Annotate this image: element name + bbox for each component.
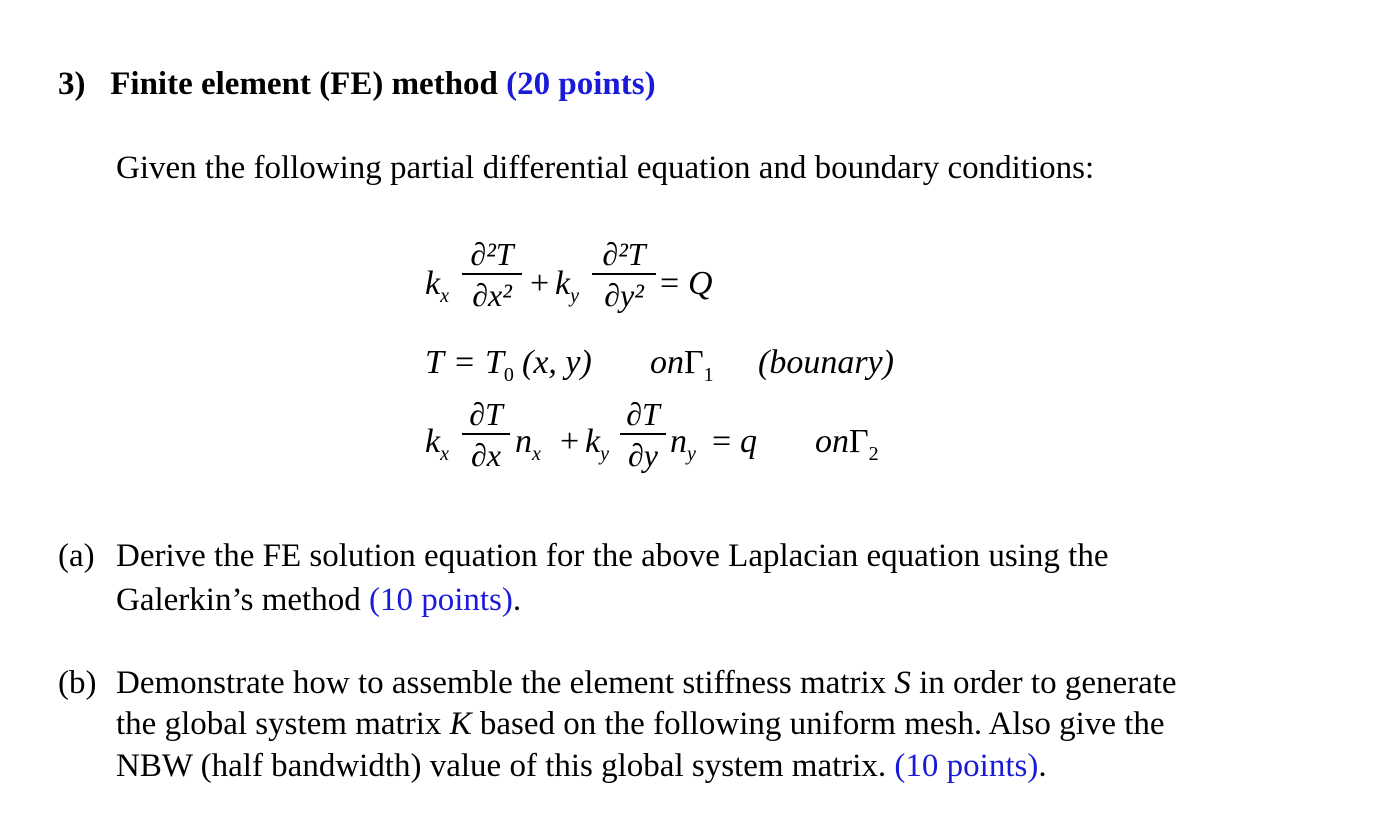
- eq3-ny: $n_y$: [670, 423, 696, 465]
- part-b-line3: NBW (half bandwidth) value of this global system matrix. (10 points).: [116, 748, 1047, 784]
- eq2-equals: =: [455, 344, 475, 381]
- eq3-frac-dT-dx: ∂T ∂x: [462, 398, 510, 471]
- eq2-lhs-T: T: [425, 344, 444, 381]
- eq1-plus: +: [530, 265, 550, 302]
- part-a-points: (10 points): [368, 582, 513, 618]
- eq1-kx: $k_x$: [425, 265, 449, 307]
- eq3-ky: $k_y$: [585, 423, 609, 465]
- eq3-plus: +: [560, 423, 580, 460]
- eq1-frac-d2T-dx2: ∂²T ∂x²: [462, 238, 522, 311]
- problem-points: (20 points): [506, 66, 656, 102]
- part-a-label: (a): [58, 538, 95, 574]
- part-b-points: (10 points): [894, 748, 1039, 784]
- eq3-kx: $k_x$: [425, 423, 449, 465]
- eq3-rhs-q: q: [740, 423, 757, 460]
- eq1-rhs-Q: Q: [688, 265, 713, 302]
- problem-number: 3): [58, 66, 86, 102]
- eq1-ky: $k_y$: [555, 265, 579, 307]
- eq2-on-gamma1: onΓ$_1$: [650, 344, 714, 386]
- eq3-frac-dT-dy: ∂T ∂y: [620, 398, 666, 471]
- part-b-line1: Demonstrate how to assemble the element stiffness matrix S in order to generate: [116, 665, 1177, 701]
- eq1-frac-d2T-dy2: ∂²T ∂y²: [592, 238, 656, 311]
- eq3-equals: =: [712, 423, 732, 460]
- problem-heading: [58, 66, 656, 103]
- part-b-line2: the global system matrix K based on the following uniform mesh. Also give the: [116, 706, 1165, 742]
- eq2-note: (bounary): [758, 344, 894, 381]
- part-a-line2: Galerkin’s method (10 points).: [116, 582, 522, 618]
- intro-text: Given the following partial differential equation and boundary conditions:: [116, 150, 1095, 186]
- eq3-on-gamma2: onΓ$_2$: [815, 423, 879, 465]
- eq2-T0: $T_0$: [485, 344, 514, 386]
- eq1-equals: =: [660, 265, 680, 302]
- eq3-nx: $n_x$: [515, 423, 541, 465]
- problem-title: Finite element (FE) method: [110, 66, 498, 102]
- part-b-label: (b): [58, 665, 97, 701]
- eq2-args: (x, y): [522, 344, 592, 381]
- part-a-line1: Derive the FE solution equation for the above Laplacian equation using the: [116, 538, 1109, 574]
